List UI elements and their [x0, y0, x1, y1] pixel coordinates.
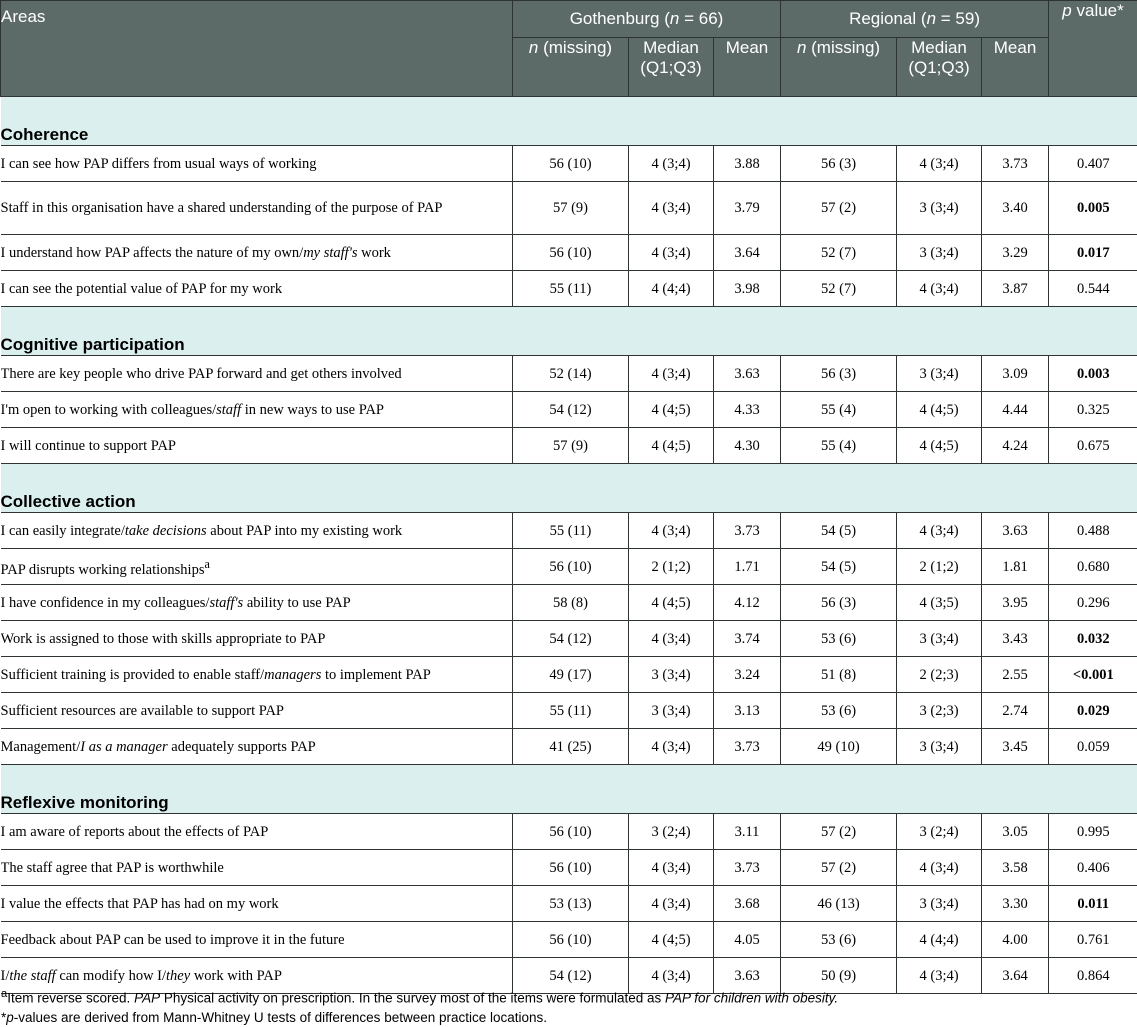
- gothenburg-n-cell: 54 (12): [513, 392, 629, 428]
- regional-mean-cell: 4.24: [982, 428, 1049, 464]
- gothenburg-n-cell: 56 (10): [513, 549, 629, 585]
- regional-n-cell: 52 (7): [781, 271, 897, 307]
- regional-median-cell: 4 (4;5): [897, 428, 982, 464]
- p-value-cell: 0.011: [1049, 886, 1137, 922]
- gothenburg-mean-cell: 3.98: [714, 271, 781, 307]
- regional-median-cell: 3 (3;4): [897, 235, 982, 271]
- regional-median-cell: 4 (4;4): [897, 922, 982, 958]
- table-row: [1, 621, 1137, 657]
- regional-mean-cell: 4.00: [982, 922, 1049, 958]
- item-text: PAP disrupts working relationships$^a$: [1, 549, 513, 585]
- regional-mean-cell: 2.55: [982, 657, 1049, 693]
- regional-n-cell: 56 (3): [781, 585, 897, 621]
- p-value-cell: 0.406: [1049, 850, 1137, 886]
- gothenburg-mean-cell: 4.33: [714, 392, 781, 428]
- regional-n-cell: 46 (13): [781, 886, 897, 922]
- gothenburg-mean-cell: 3.74: [714, 621, 781, 657]
- p-value-cell: 0.005: [1049, 182, 1137, 235]
- regional-median-cell: 4 (3;5): [897, 585, 982, 621]
- item-text: Work is assigned to those with skills appropriate to PAP: [1, 621, 513, 657]
- gothenburg-n-cell: 55 (11): [513, 513, 629, 549]
- gothenburg-median-cell: 4 (3;4): [629, 182, 714, 235]
- item-text: Sufficient resources are available to support PAP: [1, 693, 513, 729]
- g-n-missing-header: n (missing): [513, 38, 629, 97]
- section-row: [1, 97, 1137, 146]
- gothenburg-median-cell: 4 (4;5): [629, 392, 714, 428]
- table-row: [1, 392, 1137, 428]
- regional-n-cell: 55 (4): [781, 428, 897, 464]
- item-text: Feedback about PAP can be used to improve it in the future: [1, 922, 513, 958]
- regional-n-cell: 57 (2): [781, 850, 897, 886]
- gothenburg-median-cell: 4 (4;4): [629, 271, 714, 307]
- p-value-cell: 0.407: [1049, 146, 1137, 182]
- gothenburg-mean-cell: 3.73: [714, 850, 781, 886]
- regional-mean-cell: 4.44: [982, 392, 1049, 428]
- gothenburg-mean-cell: 3.68: [714, 886, 781, 922]
- table-row: [1, 549, 1137, 585]
- p-value-header: p value*: [1049, 1, 1137, 97]
- regional-n-cell: 51 (8): [781, 657, 897, 693]
- p-value-cell: 0.761: [1049, 922, 1137, 958]
- gothenburg-median-cell: 4 (3;4): [629, 235, 714, 271]
- gothenburg-median-cell: 4 (4;5): [629, 428, 714, 464]
- item-text: I understand how PAP affects the nature of my own/my staff's work: [1, 235, 513, 271]
- gothenburg-n-cell: 56 (10): [513, 235, 629, 271]
- gothenburg-mean-cell: 4.30: [714, 428, 781, 464]
- gothenburg-median-cell: 4 (3;4): [629, 850, 714, 886]
- p-value-cell: 0.029: [1049, 693, 1137, 729]
- gothenburg-median-cell: 4 (4;5): [629, 922, 714, 958]
- item-text: I'm open to working with colleagues/staff in new ways to use PAP: [1, 392, 513, 428]
- regional-mean-cell: 3.58: [982, 850, 1049, 886]
- gothenburg-median-cell: 4 (3;4): [629, 958, 714, 994]
- regional-mean-cell: 1.81: [982, 549, 1049, 585]
- section-row: [1, 765, 1137, 814]
- regional-mean-cell: 3.45: [982, 729, 1049, 765]
- gothenburg-median-cell: 4 (3;4): [629, 513, 714, 549]
- section-title: Cognitive participation: [1, 307, 1137, 356]
- gothenburg-n-cell: 54 (12): [513, 621, 629, 657]
- regional-n-cell: 57 (2): [781, 814, 897, 850]
- gothenburg-mean-cell: 3.24: [714, 657, 781, 693]
- item-text: I/the staff can modify how I/they work with PAP: [1, 958, 513, 994]
- gothenburg-n-cell: 53 (13): [513, 886, 629, 922]
- regional-median-cell: 3 (3;4): [897, 886, 982, 922]
- p-value-cell: 0.325: [1049, 392, 1137, 428]
- regional-mean-cell: 3.05: [982, 814, 1049, 850]
- p-value-cell: 0.296: [1049, 585, 1137, 621]
- gothenburg-mean-cell: 1.71: [714, 549, 781, 585]
- gothenburg-median-cell: 4 (3;4): [629, 356, 714, 392]
- regional-median-cell: 3 (3;4): [897, 182, 982, 235]
- gothenburg-n-cell: 55 (11): [513, 693, 629, 729]
- regional-median-cell: 4 (4;5): [897, 392, 982, 428]
- gothenburg-mean-cell: 3.88: [714, 146, 781, 182]
- regional-header: Regional (n = 59): [781, 1, 1049, 38]
- gothenburg-n-cell: 57 (9): [513, 428, 629, 464]
- gothenburg-n-cell: 58 (8): [513, 585, 629, 621]
- item-text: I can see the potential value of PAP for my work: [1, 271, 513, 307]
- regional-mean-cell: 2.74: [982, 693, 1049, 729]
- regional-n-cell: 50 (9): [781, 958, 897, 994]
- regional-n-cell: 49 (10): [781, 729, 897, 765]
- regional-median-cell: 2 (1;2): [897, 549, 982, 585]
- regional-median-cell: 3 (3;4): [897, 729, 982, 765]
- gothenburg-mean-cell: 3.73: [714, 513, 781, 549]
- regional-n-cell: 57 (2): [781, 182, 897, 235]
- gothenburg-median-cell: 3 (3;4): [629, 693, 714, 729]
- regional-mean-cell: 3.40: [982, 182, 1049, 235]
- gothenburg-mean-cell: 3.64: [714, 235, 781, 271]
- table-row: [1, 729, 1137, 765]
- regional-n-cell: 54 (5): [781, 513, 897, 549]
- gothenburg-n-cell: 55 (11): [513, 271, 629, 307]
- regional-n-cell: 53 (6): [781, 693, 897, 729]
- gothenburg-n-cell: 57 (9): [513, 182, 629, 235]
- regional-median-cell: 3 (2;3): [897, 693, 982, 729]
- gothenburg-mean-cell: 4.12: [714, 585, 781, 621]
- r-median-header: Median (Q1;Q3): [897, 38, 982, 97]
- item-text: I value the effects that PAP has had on my work: [1, 886, 513, 922]
- p-value-cell: 0.675: [1049, 428, 1137, 464]
- areas-header: Areas: [1, 1, 513, 97]
- gothenburg-median-cell: 4 (3;4): [629, 146, 714, 182]
- gothenburg-mean-cell: 3.63: [714, 356, 781, 392]
- table-row: [1, 513, 1137, 549]
- regional-n-cell: 53 (6): [781, 621, 897, 657]
- section-row: [1, 464, 1137, 513]
- gothenburg-mean-cell: 3.11: [714, 814, 781, 850]
- regional-median-cell: 4 (3;4): [897, 271, 982, 307]
- g-median-header: Median (Q1;Q3): [629, 38, 714, 97]
- section-title: Coherence: [1, 97, 1137, 146]
- regional-median-cell: 3 (3;4): [897, 356, 982, 392]
- gothenburg-mean-cell: 3.73: [714, 729, 781, 765]
- item-text: Management/I as a manager adequately supports PAP: [1, 729, 513, 765]
- footnote-star: *p-values are derived from Mann-Whitney U tests of differences between practice locations.: [0, 1008, 1137, 1027]
- regional-median-cell: 4 (3;4): [897, 146, 982, 182]
- gothenburg-header: Gothenburg (n = 66): [513, 1, 781, 38]
- regional-median-cell: 2 (2;3): [897, 657, 982, 693]
- gothenburg-n-cell: 56 (10): [513, 850, 629, 886]
- gothenburg-n-cell: 52 (14): [513, 356, 629, 392]
- r-n-missing-header: n (missing): [781, 38, 897, 97]
- gothenburg-n-cell: 54 (12): [513, 958, 629, 994]
- table-row: [1, 146, 1137, 182]
- gothenburg-n-cell: 56 (10): [513, 922, 629, 958]
- table-row: [1, 850, 1137, 886]
- regional-mean-cell: 3.30: [982, 886, 1049, 922]
- regional-n-cell: 54 (5): [781, 549, 897, 585]
- table-row: [1, 922, 1137, 958]
- regional-mean-cell: 3.87: [982, 271, 1049, 307]
- table-row: [1, 585, 1137, 621]
- r-mean-header: Mean: [982, 38, 1049, 97]
- p-value-cell: 0.032: [1049, 621, 1137, 657]
- table-row: [1, 271, 1137, 307]
- regional-n-cell: 53 (6): [781, 922, 897, 958]
- item-text: I can see how PAP differs from usual ways of working: [1, 146, 513, 182]
- regional-mean-cell: 3.09: [982, 356, 1049, 392]
- table-row: [1, 814, 1137, 850]
- gothenburg-n-cell: 56 (10): [513, 146, 629, 182]
- item-text: I have confidence in my colleagues/staff's ability to use PAP: [1, 585, 513, 621]
- item-text: Staff in this organisation have a shared understanding of the purpose of PAP: [1, 182, 513, 235]
- gothenburg-median-cell: 4 (4;5): [629, 585, 714, 621]
- regional-n-cell: 56 (3): [781, 356, 897, 392]
- item-text: The staff agree that PAP is worthwhile: [1, 850, 513, 886]
- regional-n-cell: 55 (4): [781, 392, 897, 428]
- p-value-cell: 0.017: [1049, 235, 1137, 271]
- regional-median-cell: 3 (3;4): [897, 621, 982, 657]
- regional-mean-cell: 3.43: [982, 621, 1049, 657]
- table-row: [1, 693, 1137, 729]
- p-value-cell: 0.003: [1049, 356, 1137, 392]
- table-row: [1, 428, 1137, 464]
- table-row: [1, 886, 1137, 922]
- section-title: Collective action: [1, 464, 1137, 513]
- gothenburg-n-cell: 56 (10): [513, 814, 629, 850]
- table-row: [1, 356, 1137, 392]
- gothenburg-mean-cell: 3.63: [714, 958, 781, 994]
- gothenburg-median-cell: 3 (3;4): [629, 657, 714, 693]
- p-value-cell: 0.680: [1049, 549, 1137, 585]
- p-value-cell: 0.059: [1049, 729, 1137, 765]
- g-mean-header: Mean: [714, 38, 781, 97]
- item-text: I will continue to support PAP: [1, 428, 513, 464]
- regional-median-cell: 3 (2;4): [897, 814, 982, 850]
- regional-mean-cell: 3.95: [982, 585, 1049, 621]
- item-text: I can easily integrate/take decisions about PAP into my existing work: [1, 513, 513, 549]
- regional-median-cell: 4 (3;4): [897, 850, 982, 886]
- table-row: [1, 182, 1137, 235]
- gothenburg-median-cell: 4 (3;4): [629, 729, 714, 765]
- p-value-cell: <0.001: [1049, 657, 1137, 693]
- regional-n-cell: 56 (3): [781, 146, 897, 182]
- section-row: [1, 307, 1137, 356]
- p-value-cell: 0.544: [1049, 271, 1137, 307]
- gothenburg-n-cell: 49 (17): [513, 657, 629, 693]
- p-value-cell: 0.864: [1049, 958, 1137, 994]
- p-value-cell: 0.488: [1049, 513, 1137, 549]
- gothenburg-median-cell: 4 (3;4): [629, 621, 714, 657]
- regional-mean-cell: 3.29: [982, 235, 1049, 271]
- gothenburg-n-cell: 41 (25): [513, 729, 629, 765]
- regional-mean-cell: 3.73: [982, 146, 1049, 182]
- table-row: [1, 235, 1137, 271]
- footnote-a: $^a$Item reverse scored. PAP Physical activity on prescription. In the survey most of the items were formulated as PAP for children with obesity.: [0, 985, 1137, 1008]
- gothenburg-mean-cell: 3.79: [714, 182, 781, 235]
- item-text: Sufficient training is provided to enable staff/managers to implement PAP: [1, 657, 513, 693]
- table-row: [1, 657, 1137, 693]
- regional-median-cell: 4 (3;4): [897, 513, 982, 549]
- regional-mean-cell: 3.63: [982, 513, 1049, 549]
- gothenburg-mean-cell: 3.13: [714, 693, 781, 729]
- regional-median-cell: 4 (3;4): [897, 958, 982, 994]
- p-value-cell: 0.995: [1049, 814, 1137, 850]
- footnotes: [0, 985, 1137, 1027]
- regional-n-cell: 52 (7): [781, 235, 897, 271]
- gothenburg-median-cell: 2 (1;2): [629, 549, 714, 585]
- section-title: Reflexive monitoring: [1, 765, 1137, 814]
- gothenburg-median-cell: 4 (3;4): [629, 886, 714, 922]
- gothenburg-mean-cell: 4.05: [714, 922, 781, 958]
- gothenburg-median-cell: 3 (2;4): [629, 814, 714, 850]
- regional-mean-cell: 3.64: [982, 958, 1049, 994]
- header-row-1: [1, 1, 1137, 38]
- item-text: I am aware of reports about the effects of PAP: [1, 814, 513, 850]
- item-text: There are key people who drive PAP forward and get others involved: [1, 356, 513, 392]
